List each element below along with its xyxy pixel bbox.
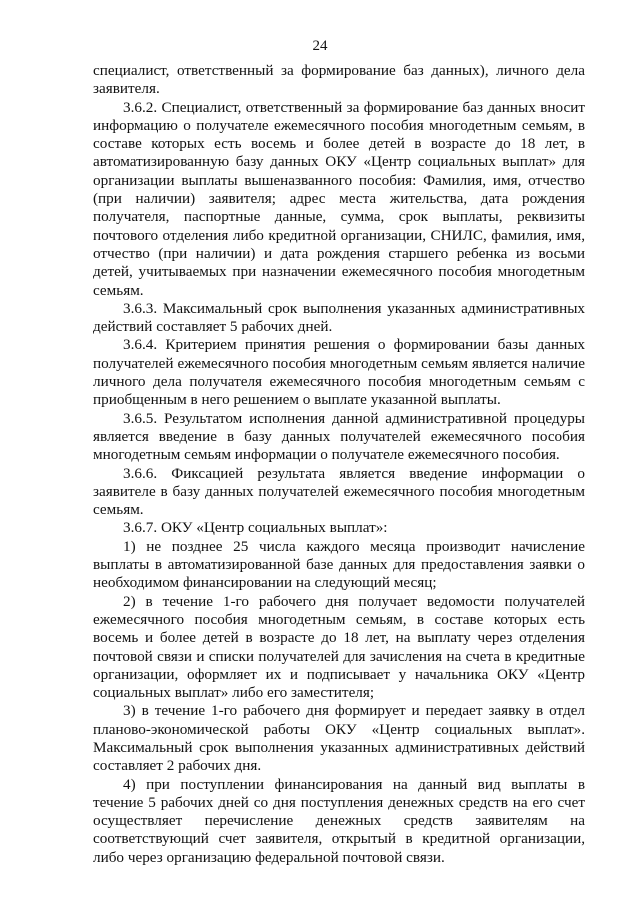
paragraph-3-6-2: 3.6.2. Специалист, ответственный за формирование баз данных вносит информацию о получателе ежемесячного пособия многодетным семьям, в составе которых есть восемь и более детей в возрасте до 18 лет, в автоматизированную базу данных ОКУ «Центр социальных выплат» для организации выплаты вышеназванного пособия: Фамилия, имя, отчество (при наличии) заявителя; адрес места жительства, дата рождения получателя, паспортные данные, сумма, срок выплаты, реквизиты почтового отделения либо кредитной организации, СНИЛС, фамилия, имя, отчество (при наличии) и дата рождения старшего ребенка из восьми детей, учитываемых при назначении ежемесячного пособия многодетным семьям.: [93, 98, 585, 299]
paragraph-3-6-7: 3.6.7. ОКУ «Центр социальных выплат»:: [123, 519, 388, 537]
paragraph-continuation: специалист, ответственный за формирование баз данных), личного дела заявителя.: [93, 62, 585, 98]
paragraph-3-6-6: 3.6.6. Фиксацией результата является введение информации о заявителе в базу данных получателей ежемесячного пособия многодетным семьям.: [93, 464, 585, 519]
list-item-1: 1) не позднее 25 числа каждого месяца производит начисление выплаты в автоматизированной базе данных для предоставления заявки о необходимом финансировании на следующий месяц;: [93, 537, 585, 592]
list-item-2: 2) в течение 1-го рабочего дня получает ведомости получателей ежемесячного пособия многодетным семьям, в составе которых есть восемь и более детей в возрасте до 18 лет, на выплату через отделения почтовой связи и списки получателей для зачисления на счета в кредитные организации, оформляет их и подписывает у начальника ОКУ «Центр социальных выплат» либо его заместителя;: [93, 592, 585, 702]
page-number: 24: [312, 38, 328, 54]
document-body: [93, 62, 585, 867]
paragraph-3-6-5: 3.6.5. Результатом исполнения данной административной процедуры является введение в базу данных получателей ежемесячного пособия многодетным семьям информации о получателе ежемесячного пособия.: [93, 409, 585, 464]
paragraph-3-6-4: 3.6.4. Критерием принятия решения о формировании базы данных получателей ежемесячного пособия многодетным семьям является наличие личного дела получателя ежемесячного пособия многодетным семьям с приобщенным в него решением о выплате указанной выплаты.: [93, 336, 585, 409]
list-item-4: 4) при поступлении финансирования на данный вид выплаты в течение 5 рабочих дней со дня поступления денежных средств на его счет осуществляет перечисление денежных средств заявителям на соответствующий счет заявителя, открытый в кредитной организации, либо через организацию федеральной почтовой связи.: [93, 775, 585, 866]
list-item-3: 3) в течение 1-го рабочего дня формирует и передает заявку в отдел планово-экономической работы ОКУ «Центр социальных выплат». Максимальный срок выполнения указанных административных действий составляет 2 рабочих дня.: [93, 702, 585, 775]
paragraph-3-6-3: 3.6.3. Максимальный срок выполнения указанных административных действий составляет 5 рабочих дней.: [93, 299, 585, 336]
